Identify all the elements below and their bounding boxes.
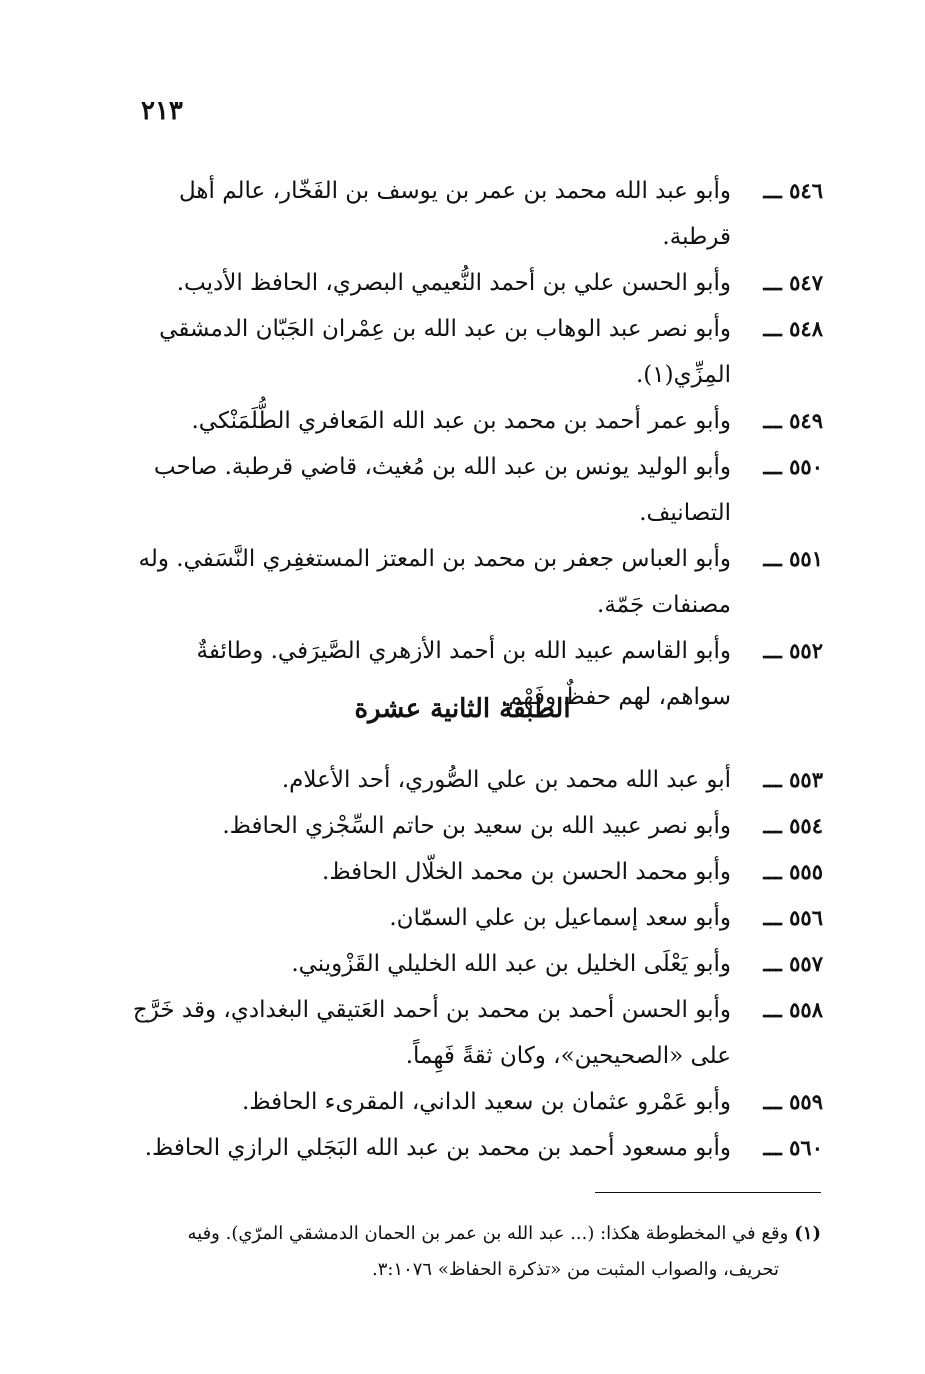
entry-number: ٥٤٩ ـــ [763,408,823,433]
entry-text: وأبو الحسن أحمد بن محمد بن أحمد العَتيقي البغدادي، وقد خَرَّج على «الصحيحين»، وكان ثقةً فَهِماً. [132,997,731,1069]
list-item [130,260,823,306]
entry-number: ٥٤٧ ـــ [763,270,823,295]
entry-text: وأبو يَعْلَى الخليل بن عبد الله الخليلي القَزْويني. [291,951,731,977]
list-item [130,1125,823,1171]
list-item [130,895,823,941]
entry-text: وأبو نصر عبد الوهاب بن عبد الله بن عِمْران الجَبّان الدمشقي المِزِّي(١). [159,316,731,388]
entry-text: وأبو الحسن علي بن أحمد النُّعيمي البصري، الحافظ الأديب. [176,270,731,296]
list-item [130,1079,823,1125]
entry-number: ٥٦٠ ـــ [763,1135,823,1160]
entries-after-heading [130,757,823,1171]
entry-text: أبو عبد الله محمد بن علي الصُّوري، أحد الأعلام. [281,767,731,793]
entry-text: وأبو القاسم عبيد الله بن أحمد الأزهري الصَّيرَفي. وطائفةٌ سواهم، لهم حفظٌ وفَهْم. [196,638,731,710]
list-item [130,849,823,895]
section-heading: الطبقة الثانية عشرة [354,694,571,724]
entry-number: ٥٥٨ ـــ [763,997,823,1022]
entry-text: وأبو الوليد يونس بن عبد الله بن مُغيث، قاضي قرطبة. صاحب التصانيف. [153,454,731,526]
footnote-marker: (١) [794,1223,821,1244]
footnote-line-2: تحريف، والصواب المثبت من «تذكرة الحفاظ» ٣:١٠٧٦. [371,1259,779,1280]
entry-number: ٥٥٢ ـــ [763,638,823,663]
list-item [130,536,823,628]
entry-number: ٥٥١ ـــ [763,546,823,571]
list-item [130,803,823,849]
entry-number: ٥٥٧ ـــ [763,951,823,976]
entry-number: ٥٥٠ ـــ [763,454,823,479]
entry-number: ٥٤٦ ـــ [763,178,823,203]
entry-text: وأبو عبد الله محمد بن عمر بن يوسف بن الفَخّار، عالم أهل قرطبة. [178,178,731,250]
entries-before-heading [130,168,823,720]
list-item [130,444,823,536]
footnote [120,1216,821,1288]
entry-text: وأبو مسعود أحمد بن محمد بن عبد الله البَجَلي الرازي الحافظ. [144,1135,731,1161]
entry-number: ٥٥٤ ـــ [763,813,823,838]
list-item [130,168,823,260]
footnote-divider [595,1192,821,1193]
list-item [130,757,823,803]
entry-number: ٥٥٩ ـــ [763,1089,823,1114]
entry-text: وأبو محمد الحسن بن محمد الخلّال الحافظ. [322,859,731,885]
entry-text: وأبو نصر عبيد الله بن سعيد بن حاتم السِّجْزي الحافظ. [222,813,731,839]
list-item [130,941,823,987]
entry-text: وأبو عمر أحمد بن محمد بن عبد الله المَعافري الطُّلَمَنْكي. [191,408,731,434]
entry-number: ٥٥٦ ـــ [763,905,823,930]
entry-number: ٥٥٥ ـــ [763,859,823,884]
entry-text: وأبو سعد إسماعيل بن علي السمّان. [389,905,731,931]
entry-text: وأبو عَمْرو عثمان بن سعيد الداني، المقرىء الحافظ. [241,1089,731,1115]
list-item [130,306,823,398]
list-item [130,987,823,1079]
page-number: ٢١٣ [141,96,183,126]
entry-number: ٥٥٣ ـــ [763,767,823,792]
entry-number: ٥٤٨ ـــ [763,316,823,341]
footnote-line-1: وقع في المخطوطة هكذا: (... عبد الله بن عمر بن الحمان الدمشقي المرّي). وفيه [187,1223,789,1244]
list-item [130,398,823,444]
entry-text: وأبو العباس جعفر بن محمد بن المعتز المستغفِري النَّسَفي. وله مصنفات جَمّة. [138,546,731,618]
